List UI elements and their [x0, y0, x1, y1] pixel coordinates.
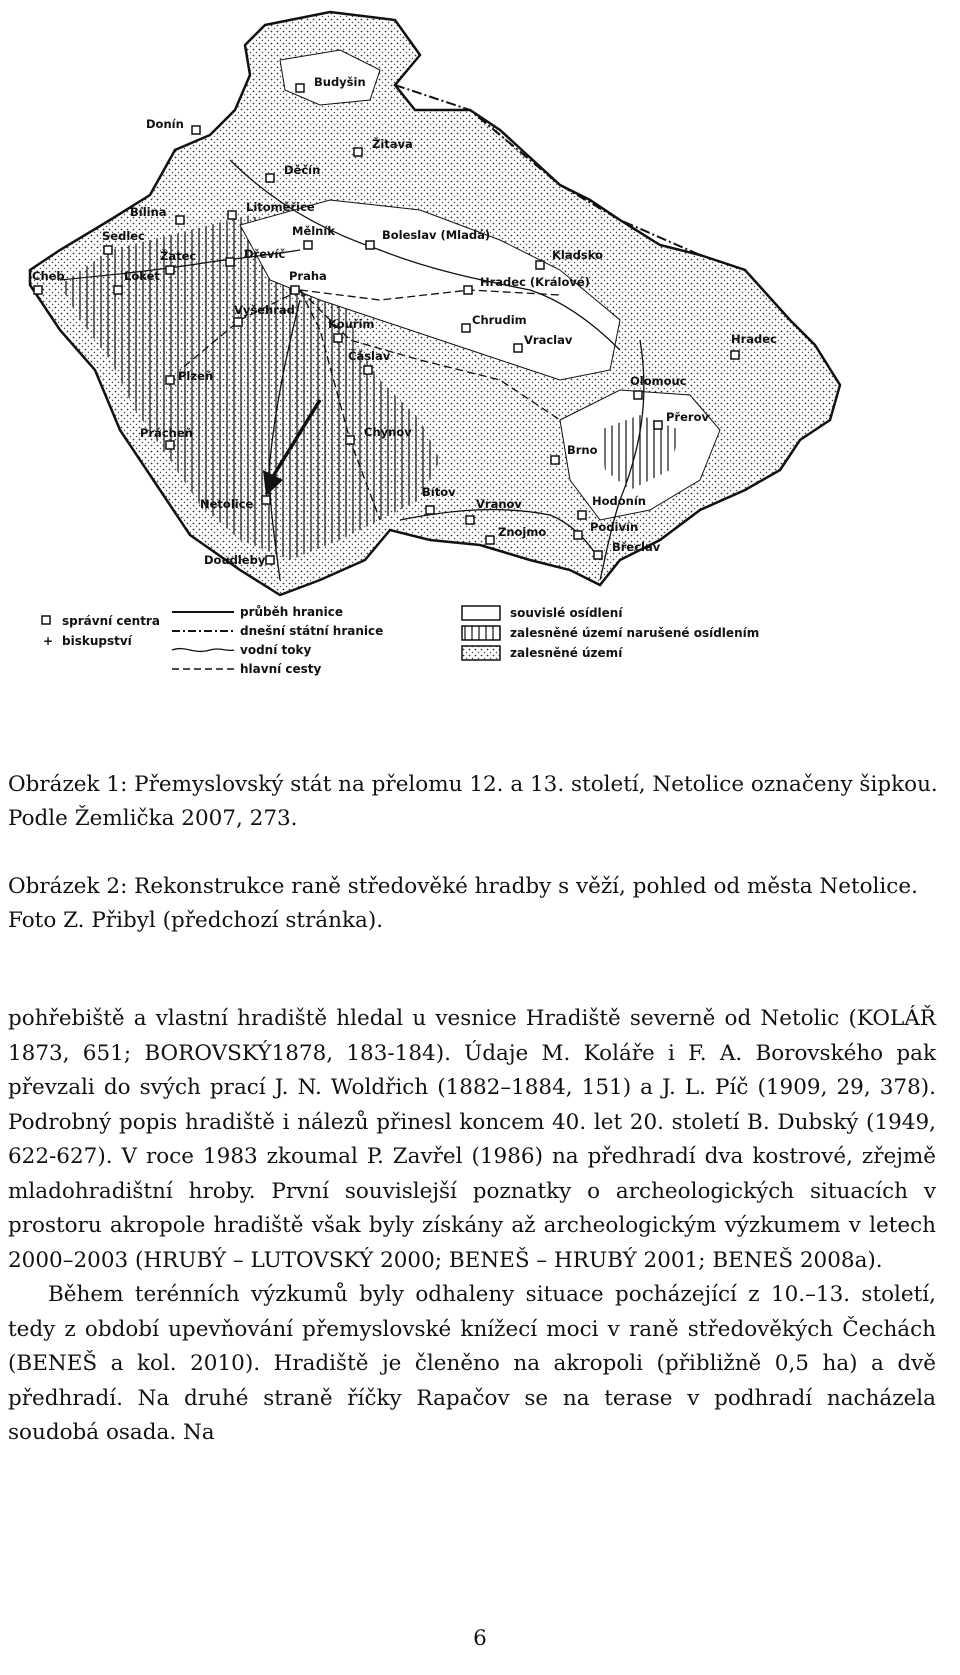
place-label: Žatec — [160, 249, 197, 263]
paragraph-1: pohřebiště a vlastní hradiště hledal u vesnice Hradiště severně od Netolic (KOLÁŘ 1873, 651; BOROVSKÝ1878, 183-184). Údaje M. Koláře i F. A. Borovského pak převzali do svých prací J. N. Woldřich (1882–1884, 151) a J. L. Píč (1909, 29, 378). Podrobný popis hradiště i nálezů přinesl koncem 40. let 20. století B. Dubský (1949, 622-627). V roce 1983 zkoumal P. Zavřel (1986) na předhradí dva kostrové, zřejmě mladohradištní hroby. První souvislejší poznatky o archeologických situacích v prostoru akropole hradiště však byly získány až archeologickým výzkumem v letech 2000–2003 (HRUBÝ – LUTOVSKÝ 2000; BENEŠ – HRUBÝ 2001; BENEŠ 2008a). — [8, 1006, 936, 1273]
place-marker — [366, 241, 374, 249]
place-label: Chýnov — [364, 425, 412, 439]
place-marker — [462, 324, 470, 332]
legend-state-border: dnešní státní hranice — [240, 624, 384, 638]
place-marker — [334, 334, 342, 342]
place-marker — [364, 366, 372, 374]
place-marker — [104, 246, 112, 254]
place-label: Bílina — [130, 205, 167, 219]
map-legend — [42, 605, 759, 676]
place-label: Čáslav — [348, 349, 391, 363]
place-label: Vraclav — [524, 333, 573, 347]
place-marker — [634, 391, 642, 399]
place-marker — [654, 421, 662, 429]
place-marker — [594, 551, 602, 559]
place-label: Hodonín — [592, 494, 646, 508]
legend-cross: + — [43, 634, 54, 648]
place-label: Vyšehrad — [234, 303, 295, 317]
place-label: Cheb — [32, 269, 65, 283]
place-marker — [234, 318, 242, 326]
page-number: 6 — [473, 1626, 487, 1651]
legend-settled: souvislé osídlení — [510, 606, 623, 620]
place-label: Boleslav (Mladá) — [382, 228, 491, 242]
place-marker — [486, 536, 494, 544]
place-marker — [346, 436, 354, 444]
place-marker — [574, 531, 582, 539]
place-marker — [266, 174, 274, 182]
place-marker — [228, 211, 236, 219]
place-marker — [551, 456, 559, 464]
legend-rivers: vodní toky — [240, 643, 312, 657]
place-marker — [536, 261, 544, 269]
place-label: Děčín — [284, 163, 321, 177]
place-marker — [166, 266, 174, 274]
figure-2-caption: Obrázek 2: Rekonstrukce raně středověké hradby s věží, pohled od města Netolice. Foto Z. Přibyl (předchozí stránka). — [8, 874, 918, 933]
place-label: Olomouc — [630, 374, 687, 388]
place-marker — [176, 216, 184, 224]
place-label: Kouřim — [328, 317, 375, 331]
place-label: Loket — [124, 269, 160, 283]
place-marker — [192, 126, 200, 134]
place-label: Dřevíč — [244, 247, 286, 261]
place-label: Plzeň — [178, 369, 214, 383]
place-marker — [466, 516, 474, 524]
place-label: Hradec (Králové) — [480, 275, 590, 289]
legend-forest-settled: zalesněné území narušené osídlením — [510, 626, 760, 640]
place-label: Žitava — [372, 137, 413, 151]
place-marker — [296, 84, 304, 92]
place-label: Bítov — [422, 485, 456, 499]
place-marker — [34, 286, 42, 294]
legend-forest: zalesněné území — [510, 646, 623, 660]
place-marker — [514, 344, 522, 352]
place-marker — [291, 286, 299, 294]
place-marker — [266, 556, 274, 564]
place-label: Břeclav — [612, 540, 661, 554]
place-marker — [426, 506, 434, 514]
legend-admin-centers: správní centra — [62, 614, 160, 628]
place-label: Netolice — [200, 497, 254, 511]
place-marker — [354, 148, 362, 156]
legend-border-course: průběh hranice — [240, 605, 343, 619]
figure-1-caption: Obrázek 1: Přemyslovský stát na přelomu 12. a 13. století, Netolice označeny šipkou. Podle Žemlička 2007, 273. — [8, 772, 938, 831]
place-label: Prácheň — [140, 426, 193, 440]
place-label: Doudleby — [204, 553, 266, 567]
place-marker — [166, 376, 174, 384]
place-label: Budyšin — [314, 75, 366, 89]
place-label: Kladsko — [552, 248, 603, 262]
place-label: Praha — [289, 269, 327, 283]
place-marker — [166, 441, 174, 449]
place-marker — [262, 496, 270, 504]
place-marker — [114, 286, 122, 294]
place-label: Brno — [567, 443, 598, 457]
legend-bishoprics: biskupství — [62, 634, 132, 648]
place-label: Vranov — [476, 497, 522, 511]
map-figure — [0, 0, 960, 730]
place-label: Chrudim — [472, 313, 527, 327]
place-marker — [731, 351, 739, 359]
paragraph-2: Během terénních výzkumů byly odhaleny situace pocházející z 10.–13. století, tedy z období upevňování přemyslovské knížecí moci v raně středověkých Čechách (BENEŠ a kol. 2010). Hradiště je členěno na akropoli (přibližně 0,5 ha) a dvě předhradí. Na druhé straně říčky Rapačov se na terase v podhradí nacházela soudobá osada. Na — [8, 1282, 936, 1445]
place-marker — [578, 511, 586, 519]
place-label: Mělník — [292, 224, 335, 238]
place-marker — [464, 286, 472, 294]
place-label: Sedlec — [102, 229, 145, 243]
place-label: Znojmo — [498, 525, 547, 539]
place-marker — [226, 258, 234, 266]
legend-roads: hlavní cesty — [240, 662, 322, 676]
place-label: Litoměřice — [246, 200, 315, 214]
place-label: Donín — [146, 117, 184, 131]
body-text — [8, 1002, 936, 1451]
place-marker — [304, 241, 312, 249]
place-label: Hradec — [731, 332, 777, 346]
place-label: Podivín — [590, 520, 639, 534]
place-label: Přerov — [666, 410, 709, 424]
